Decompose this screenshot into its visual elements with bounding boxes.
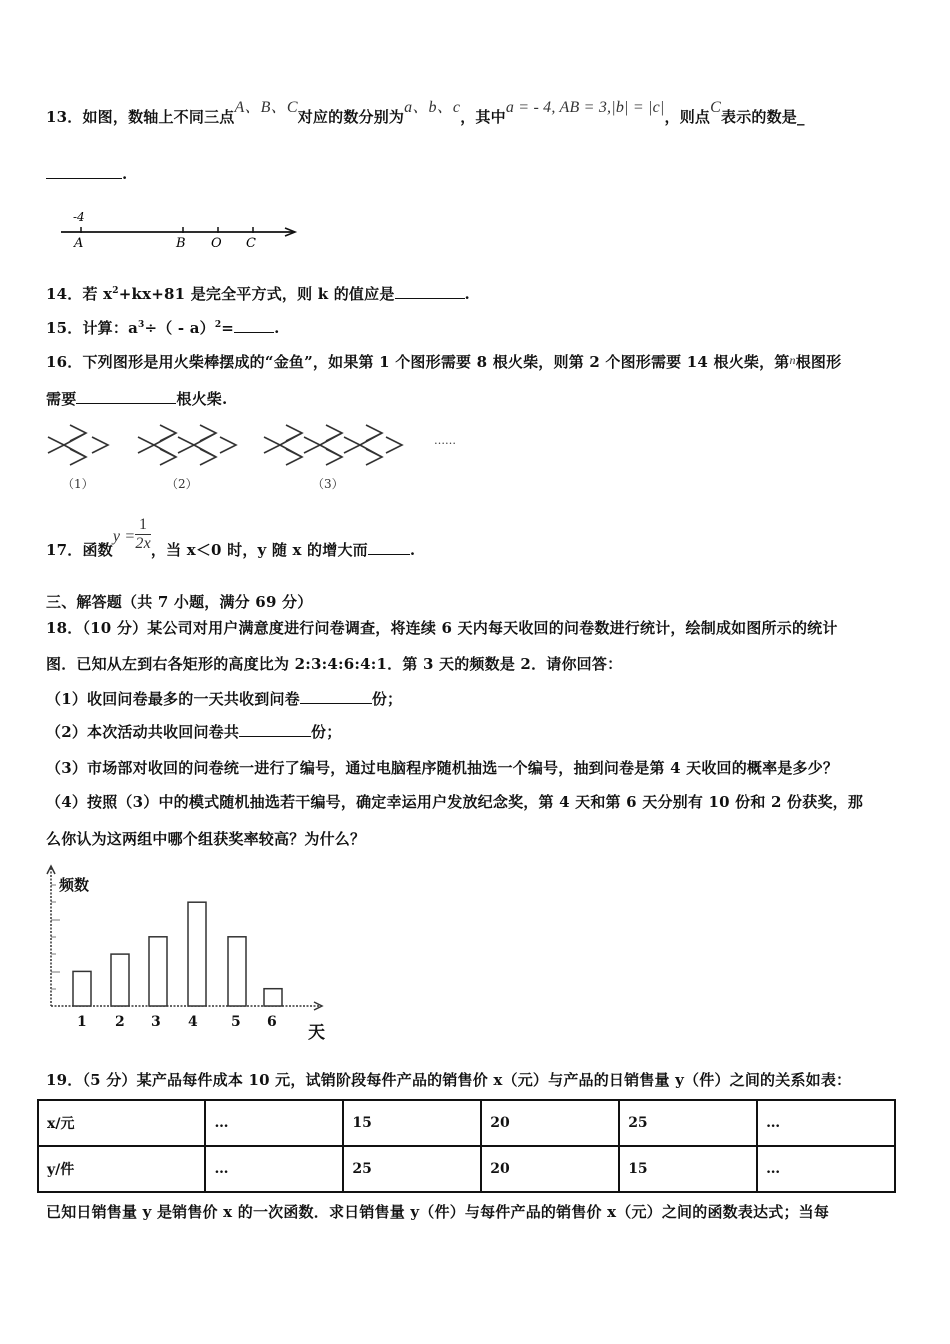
question-14	[46, 283, 470, 304]
question-15	[46, 317, 280, 338]
q15-prefix: 15．计算：a	[46, 319, 138, 337]
q17-frac-den: 2x	[135, 535, 151, 552]
number-line-point-c: C	[246, 236, 256, 251]
question-16-line2	[46, 388, 227, 409]
table-cell: x/元	[38, 1100, 205, 1146]
q14-end: .	[464, 285, 470, 303]
q18-sub2-blank	[239, 724, 311, 737]
x-tick-2: 2	[115, 1014, 125, 1030]
q15-answer-blank	[234, 320, 274, 333]
q17-end: .	[409, 540, 416, 559]
q15-sup2: 2	[214, 320, 222, 330]
figure-label-3: （3）	[312, 477, 344, 491]
table-row	[38, 1100, 895, 1146]
question-18-sub3: （3）市场部对收回的问卷统一进行了编号，通过电脑程序随机抽选一个编号，抽到问卷是第 4 天收回的概率是多少？	[46, 759, 839, 777]
x-tick-4: 4	[188, 1014, 198, 1030]
bar-day-6	[264, 989, 282, 1006]
table-cell: 15	[343, 1100, 481, 1146]
q13-mid1: 对应的数分别为	[297, 108, 405, 126]
table-cell: …	[757, 1146, 895, 1192]
table-cell: …	[205, 1100, 343, 1146]
q18-sub1-suffix: 份；	[371, 690, 403, 708]
bar-day-2	[111, 954, 129, 1006]
question-19-line2: 已知日销售量 y 是销售价 x 的一次函数．求日销售量 y（件）与每件产品的销售价 x（元）之间的函数表达式；当每	[46, 1203, 830, 1221]
q17-suffix: ，当 x＜0 时，y 随 x 的增大而	[150, 540, 368, 559]
figures-ellipsis: ……	[434, 434, 456, 447]
bar-day-5	[228, 937, 246, 1006]
q13-prefix: 13．如图，数轴上不同三点	[46, 108, 235, 126]
q13-mid3: ，则点	[664, 108, 711, 126]
question-18-line2: 图．已知从左到右各矩形的高度比为 2:3:4:6:4:1．第 3 天的频数是 2．请你回答：	[46, 655, 623, 673]
q17-prefix: 17．函数	[46, 540, 113, 559]
bar-day-4	[188, 902, 206, 1006]
q17-answer-blank	[368, 542, 410, 555]
x-axis-label: 天	[308, 1023, 325, 1042]
goldfish-figures	[44, 420, 484, 495]
question-18-sub4-line2: 么你认为这两组中哪个组获奖率较高？为什么？	[46, 830, 366, 848]
q13-mid2: ，其中	[460, 108, 506, 126]
q16-line2-suffix: 根火柴.	[176, 390, 228, 408]
question-18-sub2	[46, 721, 341, 742]
table-cell: …	[757, 1100, 895, 1146]
q13-points-math: A、B、C	[234, 99, 298, 116]
x-tick-1: 1	[77, 1014, 87, 1030]
number-line-point-b: B	[176, 236, 186, 251]
q18-sub2-suffix: 份；	[311, 723, 342, 741]
question-19-line1: 19．（5 分）某产品每件成本 10 元，试销阶段每件产品的销售价 x（元）与产品的日销售量 y（件）之间的关系如表：	[46, 1071, 852, 1089]
q14-sup: 2	[112, 286, 119, 296]
q13-answer-blank	[46, 166, 122, 179]
table-cell: 25	[619, 1100, 757, 1146]
q17-frac-num: 1	[135, 516, 151, 535]
q17-fraction	[135, 516, 151, 553]
q14-mid: +kx+81 是完全平方式，则 k 的值应是	[118, 285, 395, 303]
bar-day-3	[149, 937, 167, 1006]
goldfish-figure-3	[264, 425, 402, 465]
q18-sub2-prefix: （2）本次活动共收回问卷共	[46, 723, 240, 741]
q15-end: .	[274, 319, 280, 337]
q16-line2-prefix: 需要	[46, 390, 77, 408]
q17-y-eq: y =	[112, 527, 136, 545]
bar-day-1	[73, 971, 91, 1006]
goldfish-figure-1	[48, 425, 108, 465]
q15-sup1: 3	[138, 320, 145, 330]
price-sales-table	[37, 1099, 896, 1193]
q13-condition-math: a = - 4, AB = 3,|b| = |c|	[505, 99, 665, 116]
x-tick-6: 6	[267, 1014, 277, 1030]
table-cell: 25	[343, 1146, 481, 1192]
table-cell: y/件	[38, 1146, 205, 1192]
question-17	[46, 516, 416, 559]
q18-sub1-prefix: （1）收回问卷最多的一天共收到问卷	[46, 690, 300, 708]
number-line-point-a: A	[74, 236, 84, 251]
question-18-line1: 18．（10 分）某公司对用户满意度进行问卷调查，将连续 6 天内每天收回的问卷数进行统计，绘制成如图所示的统计	[46, 619, 838, 637]
question-18-sub1	[46, 688, 402, 709]
q13-suffix: 表示的数是_	[721, 108, 805, 126]
q16-answer-blank	[76, 391, 176, 404]
y-axis-label: 频数	[59, 876, 90, 894]
section-3-heading: 三、解答题（共 7 小题，满分 69 分）	[46, 593, 313, 611]
q18-sub1-blank	[300, 691, 372, 704]
question-13-line1	[46, 99, 805, 127]
q15-eq: =	[221, 319, 235, 337]
q15-mid: ÷（ - a）	[144, 319, 215, 337]
q13-point-c-math: C	[710, 99, 721, 116]
x-tick-5: 5	[231, 1014, 241, 1030]
question-18-sub4-line1: （4）按照（3）中的模式随机抽选若干编号，确定幸运用户发放纪念奖，第 4 天和第 6 天分别有 10 份和 2 份获奖，那	[46, 793, 864, 811]
q16-line1-prefix: 16．下列图形是用火柴棒摆成的“金鱼”，如果第 1 个图形需要 8 根火柴，则第 2 个图形需要 14 根火柴，第	[46, 353, 790, 371]
goldfish-figure-2	[138, 425, 236, 465]
figure-label-1: （1）	[62, 477, 94, 491]
question-13-line2	[46, 165, 127, 183]
x-tick-3: 3	[151, 1014, 161, 1030]
number-line-point-o: O	[211, 236, 222, 251]
table-cell: 15	[619, 1146, 757, 1192]
table-cell: …	[205, 1146, 343, 1192]
question-16-line1	[46, 351, 841, 372]
frequency-bar-chart	[40, 862, 340, 1042]
table-cell: 20	[481, 1100, 619, 1146]
q14-prefix: 14．若 x	[46, 285, 113, 303]
q14-answer-blank	[395, 286, 465, 299]
q16-line1-suffix: 根图形	[795, 353, 842, 371]
q13-values-math: a、b、c	[404, 99, 461, 116]
q16-n: n	[789, 353, 796, 367]
number-line-figure	[55, 203, 305, 253]
table-cell: 20	[481, 1146, 619, 1192]
figure-label-2: （2）	[166, 477, 198, 491]
table-row	[38, 1146, 895, 1192]
q13-end: .	[122, 165, 128, 183]
number-line-tick-label: -4	[73, 210, 85, 224]
